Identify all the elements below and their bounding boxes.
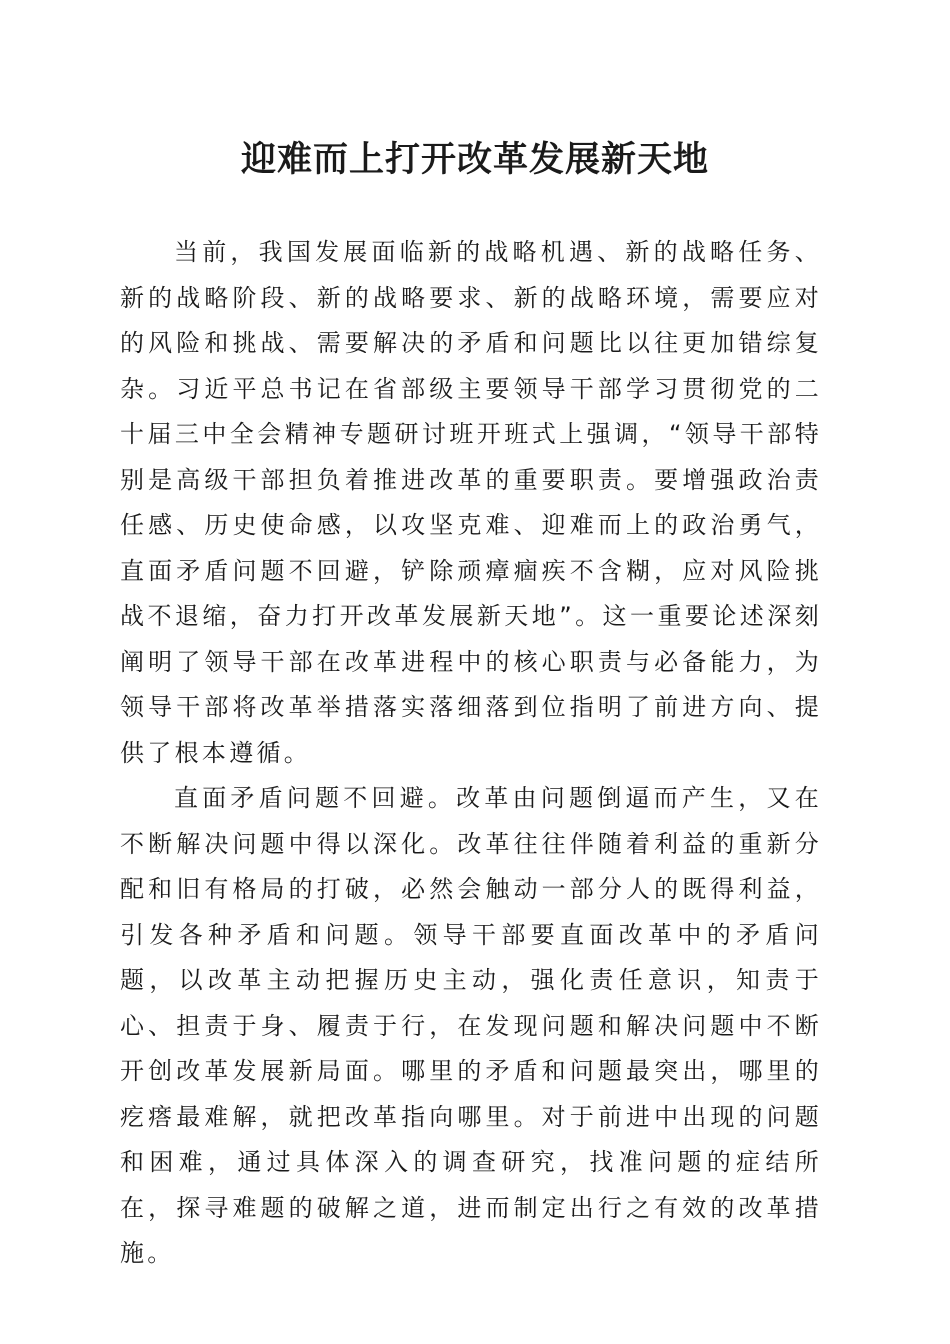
- paragraph-face-contradictions: 直面矛盾问题不回避。改革由问题倒逼而产生，又在不断解决问题中得以深化。改革往往伴随着利益的重新分配和旧有格局的打破，必然会触动一部分人的既得利益，引发各种矛盾和问题。领导干部要直面改革中的矛盾问题，以改革主动把握历史主动，强化责任意识，知责于心、担责于身、履责于行，在发现问题和解决问题中不断开创改革发展新局面。哪里的矛盾和问题最突出，哪里的疙瘩最难解，就把改革指向哪里。对于前进中出现的问题和困难，通过具体深入的调查研究，找准问题的症结所在，探寻难题的破解之道，进而制定出行之有效的改革措施。: [120, 784, 822, 1267]
- paragraph-intro: 当前，我国发展面临新的战略机遇、新的战略任务、新的战略阶段、新的战略要求、新的战略环境，需要应对的风险和挑战、需要解决的矛盾和问题比以往更加错综复杂。习近平总书记在省部级主要领导干部学习贯彻党的二十届三中全会精神专题研讨班开班式上强调，“领导干部特别是高级干部担负着推进改革的重要职责。要增强政治责任感、历史使命感，以攻坚克难、迎难而上的政治勇气，直面矛盾问题不回避，铲除顽瘴痼疾不含糊，应对风险挑战不退缩，奋力打开改革发展新天地”。这一重要论述深刻阐明了领导干部在改革进程中的核心职责与必备能力，为领导干部将改革举措落实落细落到位指明了前进方向、提供了根本遵循。: [120, 238, 822, 767]
- document-title: 迎难而上打开改革发展新天地: [240, 139, 709, 180]
- document-body: [120, 230, 822, 1277]
